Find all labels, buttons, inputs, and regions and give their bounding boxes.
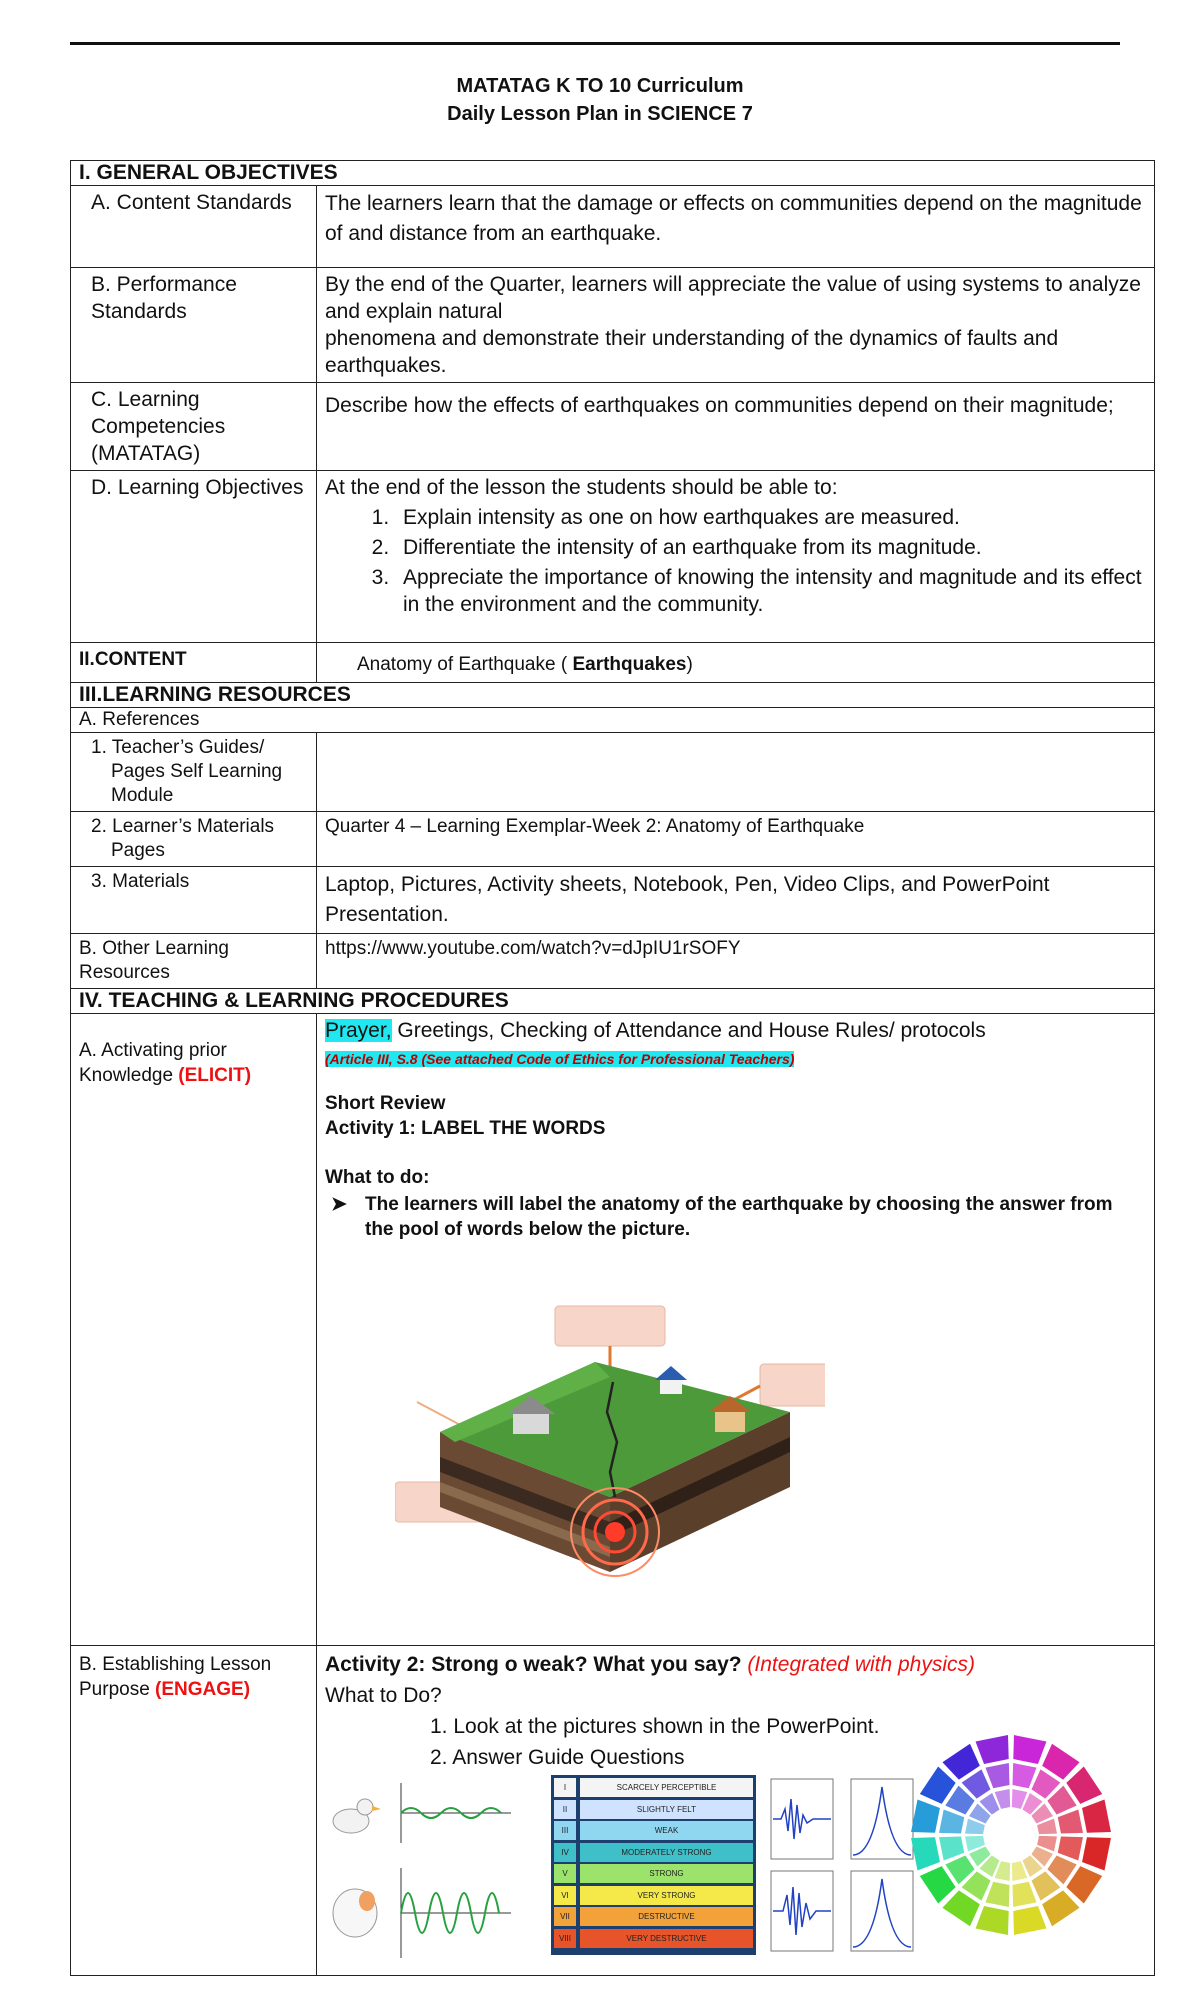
section-learning-resources: III.LEARNING RESOURCES <box>71 683 1155 708</box>
intensity-label: SLIGHTLY FELT <box>580 1800 753 1819</box>
section-procedures: IV. TEACHING & LEARNING PROCEDURES <box>71 989 1155 1014</box>
intensity-numeral: III <box>554 1821 576 1840</box>
physics-tag: (Integrated with physics) <box>747 1653 976 1676</box>
intensity-label: VERY DESTRUCTIVE <box>580 1929 753 1948</box>
earthquake-block-illustration <box>395 1282 825 1592</box>
intensity-row <box>554 1843 753 1862</box>
activating-content <box>317 1014 1155 1646</box>
bird-icon <box>333 1799 381 1833</box>
section-general-objectives: I. GENERAL OBJECTIVES <box>71 161 1155 186</box>
performance-standards-label: B. Performance Standards <box>71 268 317 383</box>
intensity-numeral: IV <box>554 1843 576 1862</box>
instruction-text: The learners will label the anatomy of the earthquake by choosing the answer from the pool of words below the picture. <box>365 1194 1113 1240</box>
doc-subtitle: Daily Lesson Plan in SCIENCE 7 <box>447 103 753 125</box>
performance-standards-text <box>317 268 1155 383</box>
color-wheel-center <box>989 1813 1033 1857</box>
color-wheel-segment <box>939 1809 964 1833</box>
intensity-label: SCARCELY PERCEPTIBLE <box>580 1778 753 1797</box>
intensity-numeral: II <box>554 1800 576 1819</box>
intensity-row <box>554 1800 753 1819</box>
what-to-do: What to do: <box>325 1167 430 1188</box>
sound-wave-bird-illustration <box>321 1773 521 1963</box>
intensity-label: DESTRUCTIVE <box>580 1907 753 1926</box>
step-item: 1. Look at the pictures shown in the PowerPoint. <box>430 1715 880 1738</box>
color-wheel-segment <box>976 1906 1009 1935</box>
objective-item: 2. Differentiate the intensity of an earthquake from its magnitude. <box>395 534 1146 561</box>
what-to-do-2: What to Do? <box>325 1684 442 1707</box>
lesson-plan-table <box>70 160 1155 1976</box>
intensity-row <box>554 1929 753 1948</box>
intensity-scale-chart <box>551 1775 756 1955</box>
color-wheel-segment <box>1013 1906 1046 1935</box>
intensity-row <box>554 1907 753 1926</box>
other-resources-label: B. Other Learning Resources <box>71 934 317 989</box>
loud-bird-icon <box>333 1889 377 1937</box>
content-standards-text: The learners learn that the damage or effects on communities depend on the magnitude of and distance from an earthquake. <box>317 186 1155 268</box>
color-wheel-segment <box>1082 1800 1111 1833</box>
color-wheel-segment <box>939 1836 964 1860</box>
color-wheel-segment <box>1012 1763 1036 1788</box>
learners-materials-label <box>71 812 317 867</box>
content-value <box>317 643 1155 683</box>
other-resources-link[interactable]: https://www.youtube.com/watch?v=dJpIU1rSOFY <box>317 934 1155 989</box>
learning-objectives-intro: At the end of the lesson the students should be able to: <box>325 476 838 499</box>
references-label: A. References <box>71 708 1155 733</box>
elicit-tag: (ELICIT) <box>178 1065 252 1086</box>
intensity-label: STRONG <box>580 1864 753 1883</box>
learning-objectives-label: D. Learning Objectives <box>71 471 317 643</box>
intensity-numeral: VI <box>554 1886 576 1905</box>
content-label: II.CONTENT <box>71 643 317 683</box>
intensity-numeral: V <box>554 1864 576 1883</box>
objective-item: 1. Explain intensity as one on how earthquakes are measured. <box>395 504 1146 531</box>
intensity-numeral: VII <box>554 1907 576 1926</box>
intensity-row <box>554 1778 753 1797</box>
learning-objectives-cell <box>317 471 1155 643</box>
intensity-row <box>554 1886 753 1905</box>
intensity-row <box>554 1864 753 1883</box>
label-box-epicenter[interactable] <box>555 1306 665 1346</box>
opening-routine <box>325 1017 1146 1044</box>
learners-materials-value: Quarter 4 – Learning Exemplar-Week 2: Anatomy of Earthquake <box>317 812 1155 867</box>
earthquake-anatomy-diagram <box>395 1282 825 1592</box>
activity2-title <box>325 1649 1146 1680</box>
intensity-label: VERY STRONG <box>580 1886 753 1905</box>
materials-value: Laptop, Pictures, Activity sheets, Notebook, Pen, Video Clips, and PowerPoint Presentation. <box>317 867 1155 934</box>
focus-point <box>605 1522 625 1542</box>
arrow-bullet-icon: ➤ <box>331 1194 347 1215</box>
label-box-fault[interactable] <box>760 1364 825 1406</box>
color-wheel-segment <box>985 1763 1009 1788</box>
short-review: Short Review <box>325 1093 446 1114</box>
doc-title: MATATAG K TO 10 Curriculum <box>456 75 744 97</box>
establishing-label: B. Establishing Lesson Purpose <box>79 1654 272 1700</box>
top-rule <box>70 42 1120 45</box>
teachers-guides-value <box>317 733 1155 812</box>
code-of-ethics-note: (Article III, S.8 (See attached Code of Ethics for Professional Teachers) <box>325 1051 795 1067</box>
intensity-numeral: I <box>554 1778 576 1797</box>
content-standards-label: A. Content Standards <box>71 186 317 268</box>
engage-tag: (ENGAGE) <box>155 1679 251 1700</box>
color-wheel-illustration <box>896 1720 1126 1950</box>
content-text-bold: Earthquakes <box>572 654 687 675</box>
color-wheel-segment <box>1058 1836 1083 1860</box>
color-wheel-segment <box>1082 1837 1111 1870</box>
performance-standards-line1: By the end of the Quarter, learners will appreciate the value of using systems to analyze and explain natural <box>325 273 1141 323</box>
objective-item: 3. Appreciate the importance of knowing the intensity and magnitude and its effect in the environment and the community. <box>395 564 1146 618</box>
learners-materials-text: 2. Learner’s Materials Pages <box>91 816 275 861</box>
greetings-text: Greetings, Checking of Attendance and House Rules/ protocols <box>391 1019 986 1042</box>
intensity-label: MODERATELY STRONG <box>580 1843 753 1862</box>
color-wheel-segment <box>1058 1809 1083 1833</box>
intensity-row <box>554 1821 753 1840</box>
color-wheel-segment <box>1013 1735 1046 1764</box>
teachers-guides-label <box>71 733 317 812</box>
color-wheel-segment <box>911 1837 940 1870</box>
intensity-label: WEAK <box>580 1821 753 1840</box>
step-item: 2. Answer Guide Questions <box>430 1746 685 1769</box>
performance-standards-line2: phenomena and demonstrate their understanding of the dynamics of faults and earthquakes. <box>325 327 1059 377</box>
activity1-title: Activity 1: LABEL THE WORDS <box>325 1118 606 1139</box>
learning-objectives-list <box>325 504 1146 618</box>
color-wheel-segment <box>911 1800 940 1833</box>
content-text: Anatomy of Earthquake ( <box>357 654 573 675</box>
color-wheel-segment <box>1012 1882 1036 1907</box>
teachers-guides-text: 1. Teacher’s Guides/ Pages Self Learning Module <box>91 737 283 806</box>
learning-competencies-label: C. Learning Competencies (MATATAG) <box>71 383 317 471</box>
learning-competencies-text: Describe how the effects of earthquakes on communities depend on their magnitude; <box>317 383 1155 471</box>
materials-text: 3. Materials <box>91 871 190 892</box>
color-wheel-segment <box>976 1735 1009 1764</box>
instruction-item <box>325 1192 1146 1242</box>
prayer-text: Prayer, <box>325 1019 392 1042</box>
activating-label-cell <box>71 1014 317 1646</box>
intensity-numeral: VIII <box>554 1929 576 1948</box>
establishing-label-cell <box>71 1646 317 1976</box>
activating-label: A. Activating prior Knowledge <box>79 1040 227 1086</box>
color-wheel-segment <box>985 1882 1009 1907</box>
activity2-text: Activity 2: Strong o weak? What you say? <box>325 1653 748 1676</box>
materials-label <box>71 867 317 934</box>
content-text-end: ) <box>686 654 693 675</box>
